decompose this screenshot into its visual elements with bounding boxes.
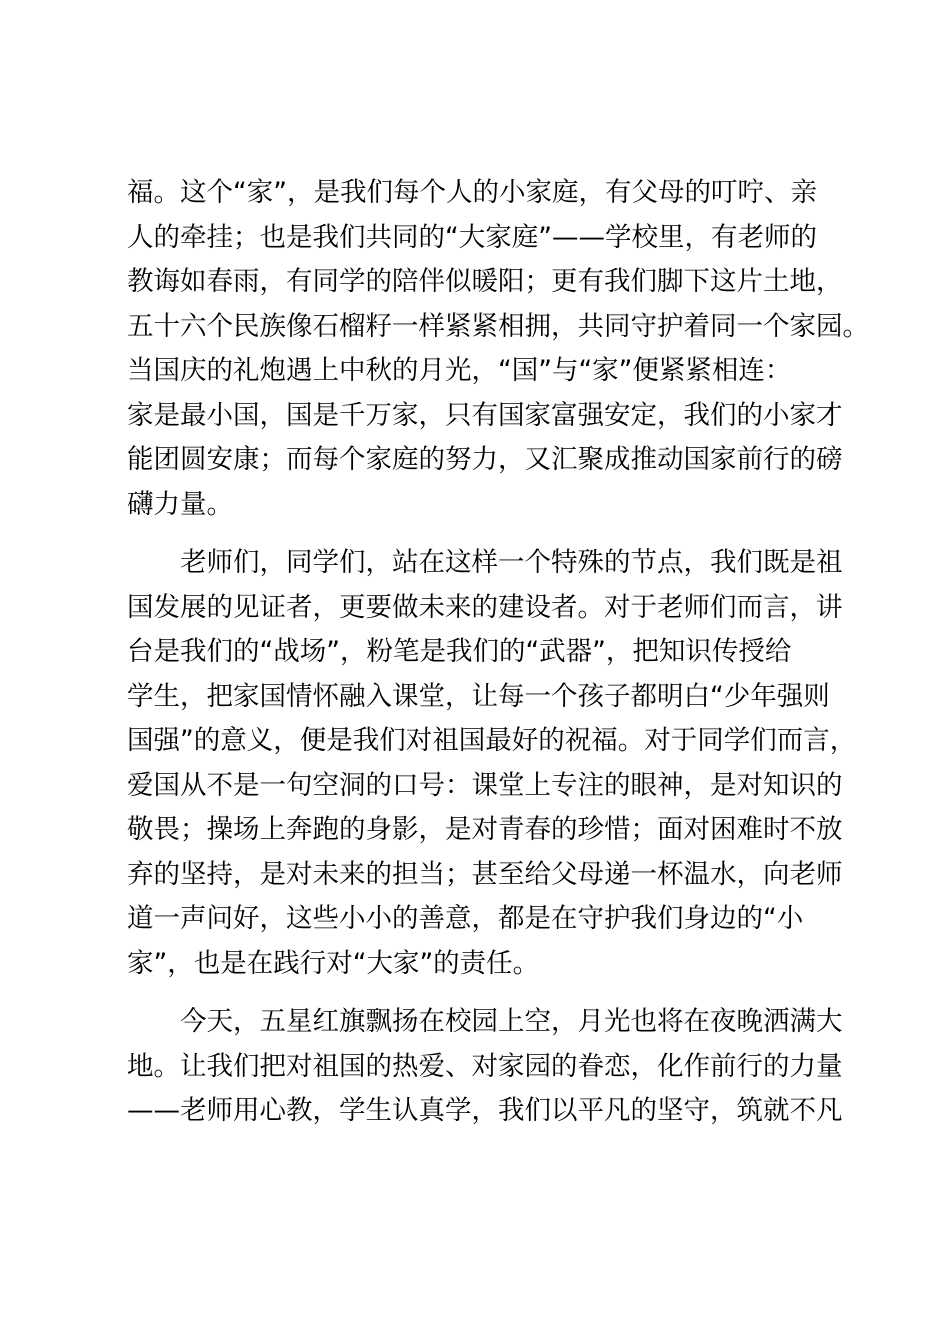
text-line: 今天，五星红旗飘扬在校园上空，月光也将在夜晚洒满大 <box>127 1006 843 1037</box>
text-line: 能团圆安康；而每个家庭的努力，又汇聚成推动国家前行的磅 <box>127 444 843 475</box>
text-line: 学生，把家国情怀融入课堂，让每一个孩子都明白“少年强则 <box>127 680 830 712</box>
document-page <box>127 171 869 1134</box>
text-line: 道一声问好，这些小小的善意，都是在守护我们身边的“小 <box>127 903 804 934</box>
text-line: 人的牵挂；也是我们共同的“大家庭”——学校里，有老师的 <box>127 221 817 253</box>
paragraph-2 <box>127 541 857 986</box>
text-line: 家”，也是在践行对“大家”的责任。 <box>127 947 540 979</box>
text-line: 五十六个民族像石榴籽一样紧紧相拥，共同守护着同一个家园。 <box>127 310 869 342</box>
text-line: 老师们，同学们，站在这样一个特殊的节点，我们既是祖 <box>127 547 843 578</box>
text-line: 国强”的意义，便是我们对祖国最好的祝福。对于同学们而言， <box>127 725 857 756</box>
text-line: 地。让我们把对祖国的热爱、对家园的眷恋，化作前行的力量 <box>127 1050 843 1082</box>
paragraph-spacer <box>127 986 852 1000</box>
text-line: 爱国从不是一句空洞的口号：课堂上专注的眼神，是对知识的 <box>127 769 843 801</box>
text-line: 福。这个“家”，是我们每个人的小家庭，有父母的叮咛、亲 <box>127 177 817 208</box>
paragraph-spacer <box>127 527 852 541</box>
text-line: 教诲如春雨，有同学的陪伴似暖阳；更有我们脚下这片土地， <box>127 266 843 297</box>
text-line: 敬畏；操场上奔跑的身影，是对青春的珍惜；面对困难时不放 <box>127 814 843 845</box>
text-line: 当国庆的礼炮遇上中秋的月光，“国”与“家”便紧紧相连： <box>127 355 792 386</box>
text-line: ——老师用心教，学生认真学，我们以平凡的坚守，筑就不凡 <box>127 1095 843 1126</box>
paragraph-3 <box>127 1000 852 1134</box>
text-line: 家是最小国，国是千万家，只有国家富强安定，我们的小家才 <box>127 399 843 431</box>
text-line: 弃的坚持，是对未来的担当；甚至给父母递一杯温水，向老师 <box>127 858 843 890</box>
paragraph-1 <box>127 171 869 527</box>
text-line: 礴力量。 <box>127 488 233 520</box>
text-line: 台是我们的“战场”，粉笔是我们的“武器”，把知识传授给 <box>127 636 792 667</box>
text-line: 国发展的见证者，更要做未来的建设者。对于老师们而言，讲 <box>127 591 843 623</box>
